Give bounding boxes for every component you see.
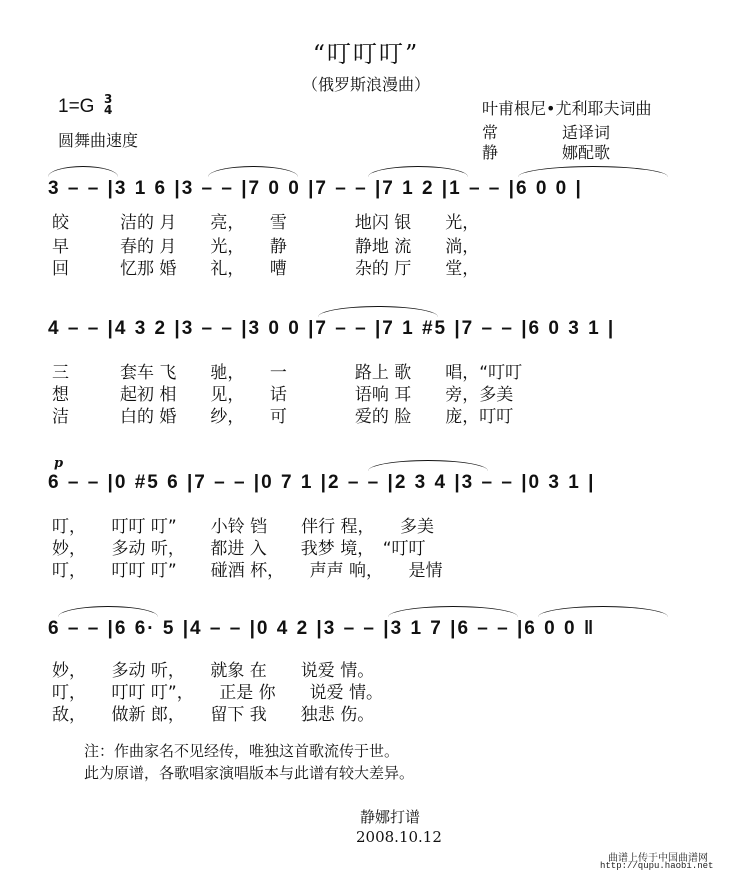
- credit-arranger: 静 娜配歌: [482, 143, 611, 162]
- key-signature: 1=G: [58, 96, 95, 117]
- lyric-verse-2: 早 春的 月 光， 静 静地 流 淌，: [52, 237, 480, 257]
- slur: [388, 606, 518, 617]
- song-title: “叮叮叮”: [312, 40, 420, 68]
- dynamic-piano: p: [54, 456, 64, 471]
- transcriber: 静娜打谱: [360, 808, 421, 826]
- watermark-url: http://qupu.haobi.net: [600, 861, 714, 871]
- credit-translator: 常 适译词: [482, 123, 611, 142]
- slur: [48, 166, 118, 177]
- lyric-verse-1: 妙， 多动 听， 就象 在 说爱 情。: [52, 661, 375, 681]
- lyric-verse-1: 皎 洁的 月 亮， 雪 地闪 银 光，: [52, 213, 480, 233]
- slur: [58, 606, 158, 617]
- song-subtitle: （俄罗斯浪漫曲）: [301, 75, 430, 94]
- slur: [318, 306, 438, 317]
- date: 2008.10.12: [356, 828, 442, 846]
- lyric-verse-1: 叮， 叮叮 叮” 小铃 铛 伴行 程， 多美: [52, 517, 435, 537]
- lyric-verse-3: 回 忆那 婚 礼， 嘈 杂的 厅 堂，: [52, 259, 480, 279]
- slur: [208, 166, 298, 177]
- notation-line: 3 – – |3 1 6 |3 – – |7 0 0 |7 – – |7 1 2 |1 – – |6 0 0 |: [48, 178, 583, 199]
- notation-line: 4 – – |4 3 2 |3 – – |3 0 0 |7 – – |7 1 #5 |7 – – |6 0 3 1 |: [48, 318, 616, 339]
- slur: [368, 460, 488, 471]
- lyric-verse-3: 敌， 做新 郎， 留下 我 独悲 伤。: [52, 705, 375, 725]
- credit-composer: 叶甫根尼•尤利耶夫词曲: [482, 99, 652, 118]
- lyric-verse-2: 想 起初 相 见， 话 语响 耳 旁，多美: [52, 385, 514, 405]
- meter-numerator: 3: [104, 92, 113, 106]
- meter-denominator: 4: [104, 103, 113, 117]
- lyric-verse-1: 三 套车 飞 驰， 一 路上 歌 唱，“叮叮: [52, 363, 523, 383]
- footnote-line-2: 此为原谱，各歌唱家演唱版本与此谱有较大差异。: [84, 764, 415, 782]
- lyric-verse-2: 妙， 多动 听， 都进 入 我梦 境， “叮叮: [52, 539, 426, 559]
- slur: [368, 166, 468, 177]
- time-signature: [104, 94, 112, 116]
- watermark-site: 曲谱上传于中国曲谱网: [608, 853, 708, 864]
- notation-line: 6 – – |6 6· 5 |4 – – |0 4 2 |3 – – |3 1 7 |6 – – |6 0 0 ‖: [48, 618, 596, 639]
- footnote-line-1: 注：作曲家名不见经传，唯独这首歌流传于世。: [84, 742, 400, 760]
- tempo-marking: 圆舞曲速度: [58, 131, 139, 150]
- slur: [538, 606, 668, 617]
- slur: [518, 166, 668, 177]
- lyric-verse-2: 叮， 叮叮 叮”， 正是 你 说爱 情。: [52, 683, 384, 703]
- lyric-verse-3: 洁 白的 婚 纱， 可 爱的 脸 庞，叮叮: [52, 407, 514, 427]
- notation-line: 6 – – |0 #5 6 |7 – – |0 7 1 |2 – – |2 3 4 |3 – – |0 3 1 |: [48, 472, 596, 493]
- lyric-verse-3: 叮， 叮叮 叮” 碰酒 杯， 声声 响， 是情: [52, 561, 443, 581]
